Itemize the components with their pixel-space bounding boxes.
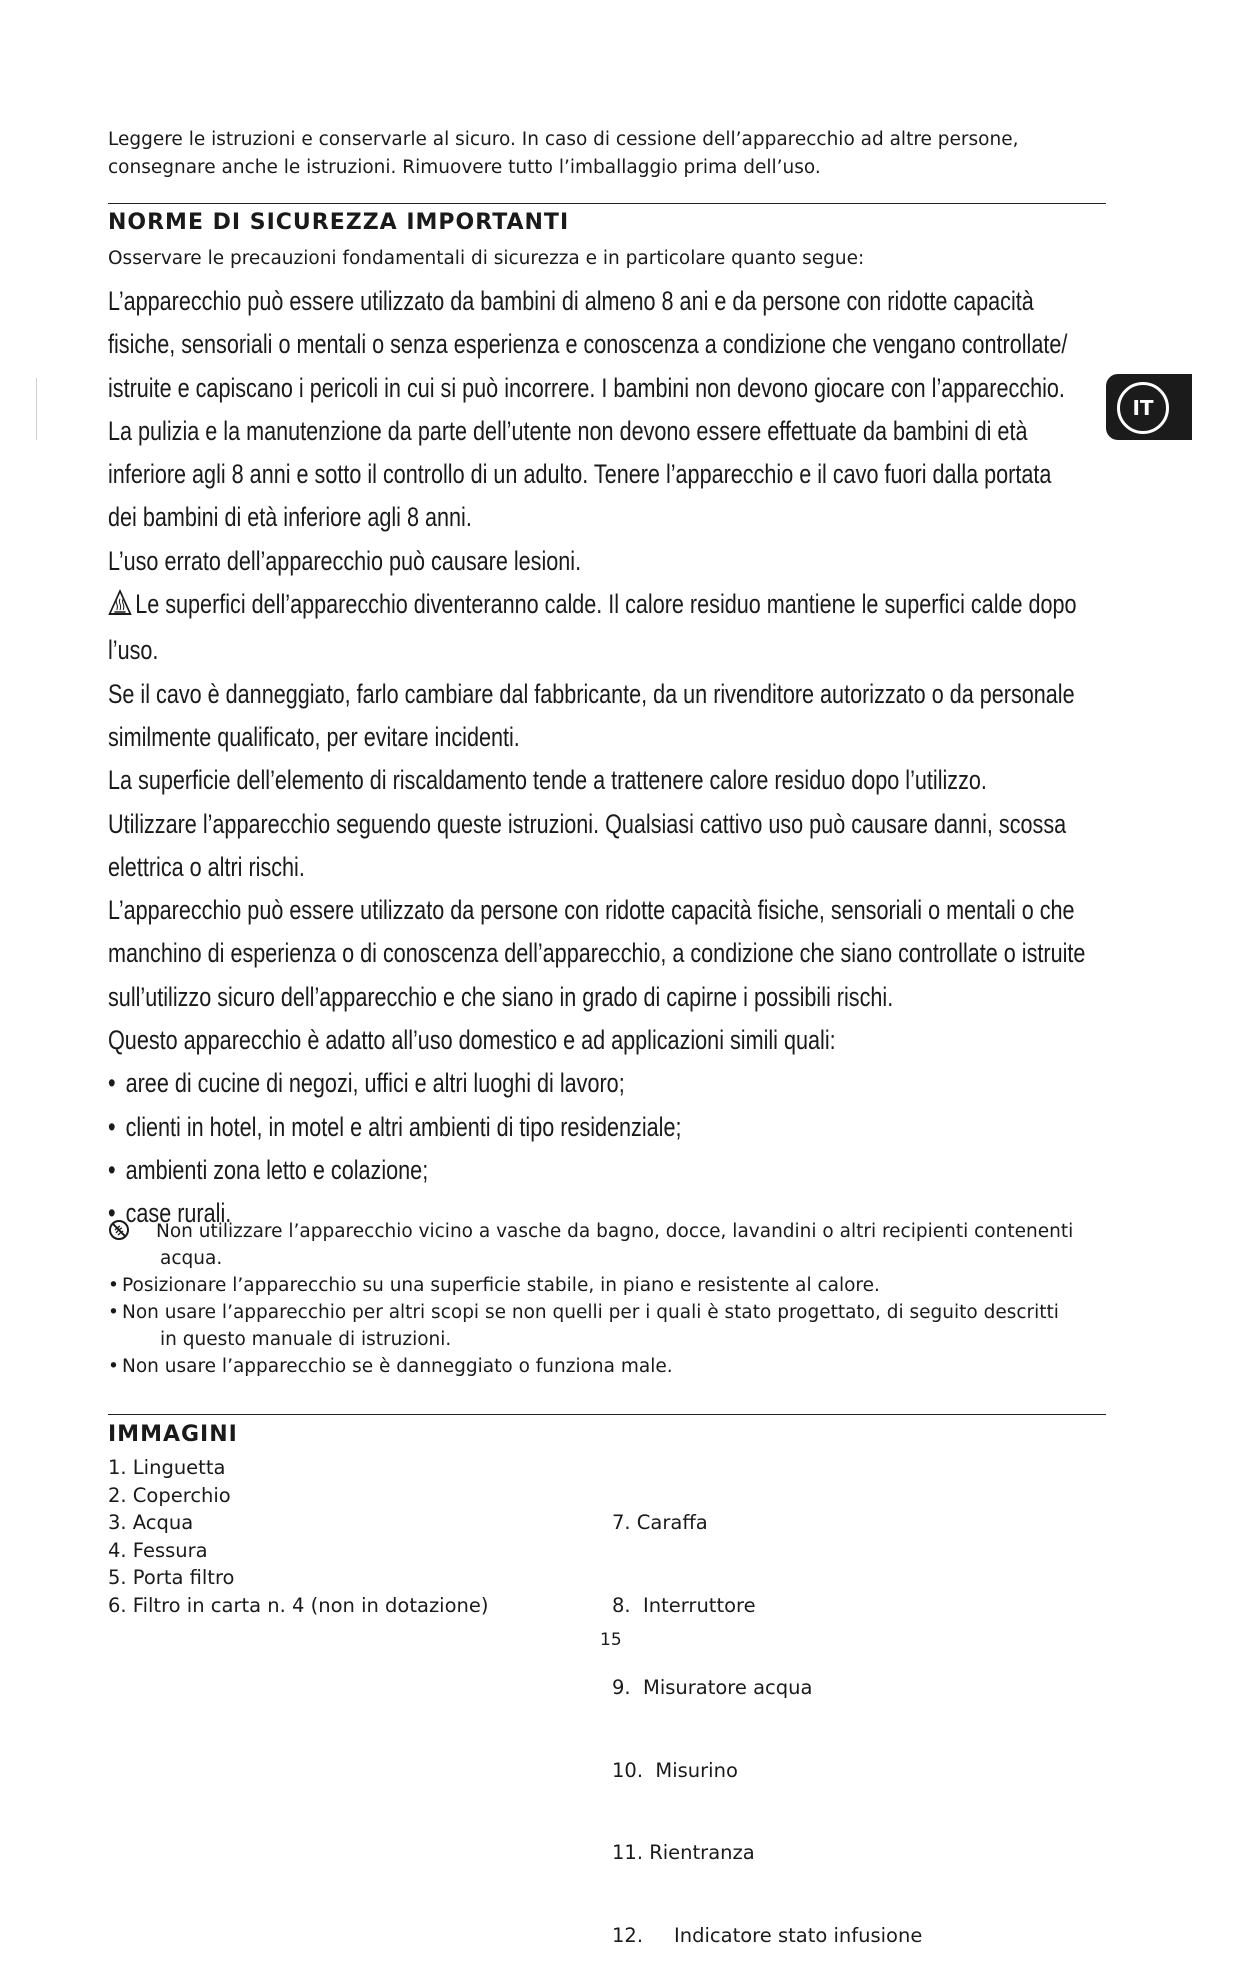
part-item: 8. Interruttore bbox=[612, 1593, 756, 1617]
part-item: 11. Rientranza bbox=[612, 1841, 755, 1864]
instruction-line: l’uso. bbox=[108, 635, 159, 666]
instruction-line: Questo apparecchio è adatto all’uso domestico e ad applicazioni simili quali: bbox=[108, 1025, 836, 1056]
instruction-line: La pulizia e la manutenzione da parte dell’utente non devono essere effettuate da bambini di età bbox=[108, 415, 1028, 446]
instruction-line: La superficie dell’elemento di riscaldamento tende a trattenere calore residuo dopo l’utilizzo. bbox=[108, 765, 987, 796]
warning-bullet: • Non usare l’apparecchio se è danneggiato o funziona male. bbox=[108, 1353, 1108, 1380]
parts-list-left bbox=[108, 1454, 489, 1619]
usage-bullet: • ambienti zona letto e colazione; bbox=[108, 1149, 1118, 1192]
instruction-line: Se il cavo è danneggiato, farlo cambiare dal fabbricante, da un rivenditore autorizzato o da personale bbox=[108, 678, 1075, 709]
instruction-line: similmente qualificato, per evitare incidenti. bbox=[108, 721, 520, 752]
part-item: 6. Filtro in carta n. 4 (non in dotazione) bbox=[108, 1593, 489, 1617]
section-divider bbox=[108, 1414, 1106, 1415]
part-item: 12. Indicatore stato infusione bbox=[612, 1923, 923, 1947]
part-item: 10. Misurino bbox=[612, 1758, 738, 1782]
scan-edge-mark bbox=[36, 378, 37, 440]
instruction-line: manchino di esperienza o di conoscenza dell’apparecchio, a condizione che siano controllate o istruite bbox=[108, 938, 1086, 969]
usage-bullet: • clienti in hotel, in motel e altri ambienti di tipo residenziale; bbox=[108, 1106, 1118, 1149]
part-item: 2. Coperchio bbox=[108, 1483, 231, 1507]
section-divider bbox=[108, 203, 1106, 204]
language-badge: IT bbox=[1117, 382, 1169, 434]
intro-paragraph bbox=[108, 126, 1108, 182]
instruction-line: istruite e capiscano i pericoli in cui si può incorrere. I bambini non devono giocare con l’apparecchio. bbox=[108, 372, 1065, 403]
language-tab bbox=[1106, 374, 1192, 440]
instruction-line: fisiche, sensoriali o mentali o senza esperienza e conoscenza a condizione che vengano controllate/ bbox=[108, 329, 1068, 360]
warning-text-cont: acqua. bbox=[160, 1248, 223, 1269]
part-item: 4. Fessura bbox=[108, 1538, 208, 1562]
instruction-line: sull’utilizzo sicuro dell’apparecchio e che siano in grado di capirne i possibili rischi. bbox=[108, 981, 894, 1012]
instruction-line: L’apparecchio può essere utilizzato da bambini di almeno 8 ani e da persone con ridotte capacità bbox=[108, 286, 1034, 316]
safety-lead: Osservare le precauzioni fondamentali di sicurezza e in particolare quanto segue: bbox=[108, 248, 865, 269]
warning-bullet: • Non usare l’apparecchio per altri scopi se non quelli per i quali è stato progettato, di seguito descritti bbox=[108, 1299, 1108, 1326]
intro-line: Leggere le istruzioni e conservarle al sicuro. In caso di cessione dell’apparecchio ad altre persone, bbox=[108, 129, 1019, 150]
instruction-line: inferiore agli 8 anni e sotto il controllo di un adulto. Tenere l’apparecchio e il cavo fuori dalla portata bbox=[108, 459, 1052, 490]
page-number: 15 bbox=[600, 1630, 622, 1650]
warning-text-cont: in questo manuale di istruzioni. bbox=[160, 1329, 452, 1350]
instruction-line: dei bambini di età inferiore agli 8 anni. bbox=[108, 502, 472, 533]
safety-heading: NORME DI SICUREZZA IMPORTANTI bbox=[108, 210, 570, 235]
no-water-warning bbox=[108, 1218, 1108, 1245]
part-item: 9. Misuratore acqua bbox=[612, 1676, 813, 1699]
part-item: 7. Caraffa bbox=[612, 1511, 708, 1534]
warning-text: Non utilizzare l’apparecchio vicino a vasche da bagno, docce, lavandini o altri recipienti contenenti bbox=[156, 1221, 1074, 1242]
additional-warnings bbox=[108, 1218, 1108, 1380]
no-water-icon bbox=[108, 1218, 156, 1245]
safety-instructions bbox=[108, 280, 1118, 1236]
images-heading: IMMAGINI bbox=[108, 1422, 238, 1447]
part-item: 3. Acqua bbox=[108, 1511, 194, 1534]
instruction-line: elettrica o altri rischi. bbox=[108, 851, 305, 882]
intro-line: consegnare anche le istruzioni. Rimuovere tutto l’imballaggio prima dell’uso. bbox=[108, 157, 821, 178]
parts-list-right bbox=[612, 1454, 922, 1977]
usage-bullet: • aree di cucine di negozi, uffici e altri luoghi di lavoro; bbox=[108, 1062, 1118, 1105]
instruction-line: L’uso errato dell’apparecchio può causare lesioni. bbox=[108, 545, 582, 576]
part-item: 5. Porta filtro bbox=[108, 1566, 235, 1589]
instruction-line: Utilizzare l’apparecchio seguendo queste istruzioni. Qualsiasi cattivo uso può causare danni, scossa bbox=[108, 808, 1067, 839]
part-item: 1. Linguetta bbox=[108, 1456, 226, 1479]
instruction-text: Le superfici dell’apparecchio diventeranno calde. Il calore residuo mantiene le superfici calde dopo bbox=[135, 589, 1077, 620]
instruction-line: L’apparecchio può essere utilizzato da persone con ridotte capacità fisiche, sensoriali o mentali o che bbox=[108, 895, 1075, 926]
hot-surface-warning-icon bbox=[108, 586, 132, 629]
usage-bullet: • case rurali. bbox=[108, 1192, 1118, 1235]
instruction-line-hot-surface bbox=[108, 583, 1118, 629]
warning-bullet: • Posizionare l’apparecchio su una superficie stabile, in piano e resistente al calore. bbox=[108, 1272, 1108, 1299]
